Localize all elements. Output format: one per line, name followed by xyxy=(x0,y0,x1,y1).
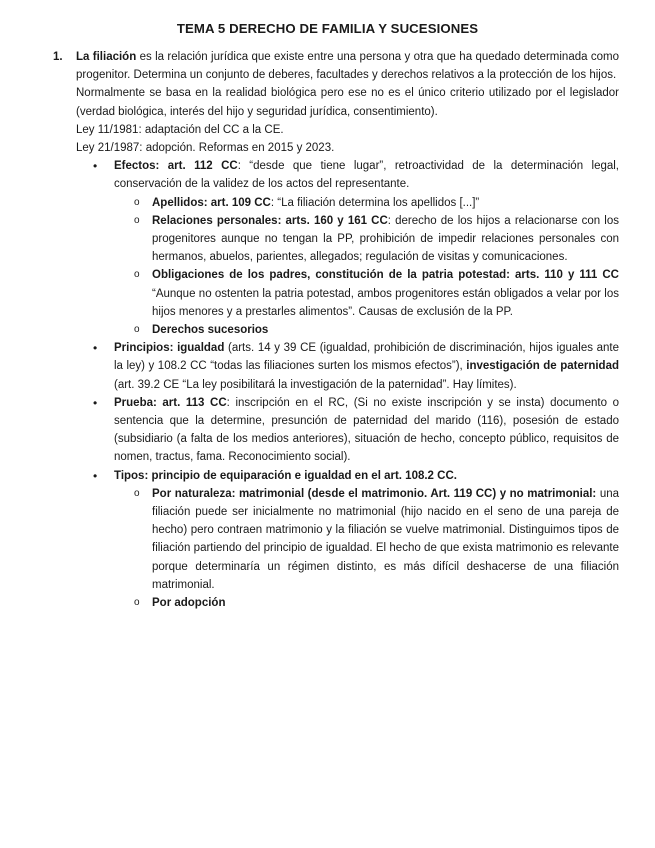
sub-bullet-derechos-sucesorios: o Derechos sucesorios xyxy=(0,321,655,339)
bullet-marker: • xyxy=(93,468,98,483)
sub-bullet-marker: o xyxy=(134,214,140,226)
document-body xyxy=(0,48,655,612)
sub-bullet-obligaciones-padres: o Obligaciones de los padres, constitución de la patria potestad: arts. 110 y 111 CC “Aunque no ostenten la patria potestad, ambos progenitores están obligados a velar por los hijos menores y a prestarles alimentos”. Causas de exclusión de la PP. xyxy=(0,266,655,321)
item-number: 1. xyxy=(53,51,63,63)
sub-bullet-relaciones-personales: o Relaciones personales: arts. 160 y 161 CC: derecho de los hijos a relacionarse con los progenitores aunque no tengan la PP, prohibición de impedir relaciones personales con hermanos, abuelos, parientes, allegados; regulación de visitas y comunicaciones. xyxy=(0,212,655,267)
bullet-prueba: • Prueba: art. 113 CC: inscripción en el RC, (Si no existe inscripción y se insta) documento o sentencia que la determine, presunción de paternidad del marido (116), posesión de estado (subsidiario (a falta de los medios anteriores), situación de hecho, concepto público, requisitos de nomen, tractus, fama. Reconocimiento social). xyxy=(93,395,619,464)
sub-bullet-marker: o xyxy=(134,597,140,609)
page-title: TEMA 5 DERECHO DE FAMILIA Y SUCESIONES xyxy=(176,21,479,36)
numbered-item-1 xyxy=(0,48,655,157)
sub-bullet-marker: o xyxy=(134,196,140,208)
paragraph-law-1981: Ley 11/1981: adaptación del CC a la CE. xyxy=(76,123,284,136)
sub-bullet-marker: o xyxy=(134,487,140,499)
sub-bullet-apellidos: o Apellidos: art. 109 CC: “La filiación determina los apellidos [...]” xyxy=(0,194,655,212)
sub-bullet-por-adopcion: o Por adopción xyxy=(0,594,655,612)
paragraph-law-1987: Ley 21/1987: adopción. Reformas en 2015 y 2023. xyxy=(76,142,335,155)
sub-bullet-marker: o xyxy=(134,269,140,281)
paragraph-filiacion-definition: La filiación es la relación jurídica que existe entre una persona y otra que ha quedado determinada como progenitor. Determina un conjunto de deberes, facultades y derechos relativos a la protección de los hijos. xyxy=(76,51,619,82)
bullet-marker: • xyxy=(93,395,98,410)
term-filiacion: La filiación xyxy=(76,51,137,63)
bullet-marker: • xyxy=(93,341,98,356)
bullet-marker: • xyxy=(93,159,98,174)
paragraph-biological-criterion: Normalmente se basa en la realidad biológica pero ese no es el único criterio utilizado por el legislador (verdad biológica, interés del hijo y seguridad jurídica, consentimiento). xyxy=(76,87,619,118)
bullet-principios: • Principios: igualdad (arts. 14 y 39 CE (igualdad, prohibición de discriminación, hijos iguales ante la ley) y 108.2 CC “todas las filiaciones surten los mismos efectos”), investigación de paternidad (art. 39.2 CE “La ley posibilitará la investigación de la paternidad”. Hay límites). xyxy=(93,341,620,391)
bullet-tipos: • Tipos: principio de equiparación e igualdad en el art. 108.2 CC. xyxy=(0,467,655,485)
sub-bullet-por-naturaleza: o Por naturaleza: matrimonial (desde el matrimonio. Art. 119 CC) y no matrimonial: una filiación puede ser inicialmente no matrimonial (hijo nacido en el seno de una pareja de hecho) pero contraen matrimonio y la filiación se vuelve matrimonial. Distinguimos tipos de filiación partiendo del principio de igualdad. El hecho de que exista matrimonio es relevante porque determinaría un régimen distinto, es más difícil deshacerse de una filiación matrimonial. xyxy=(0,485,655,594)
bullet-efectos: • Efectos: art. 112 CC: “desde que tiene lugar”, retroactividad de la determinación legal, conservación de la validez de los actos del representante. xyxy=(93,159,620,191)
sub-bullet-marker: o xyxy=(134,324,140,336)
